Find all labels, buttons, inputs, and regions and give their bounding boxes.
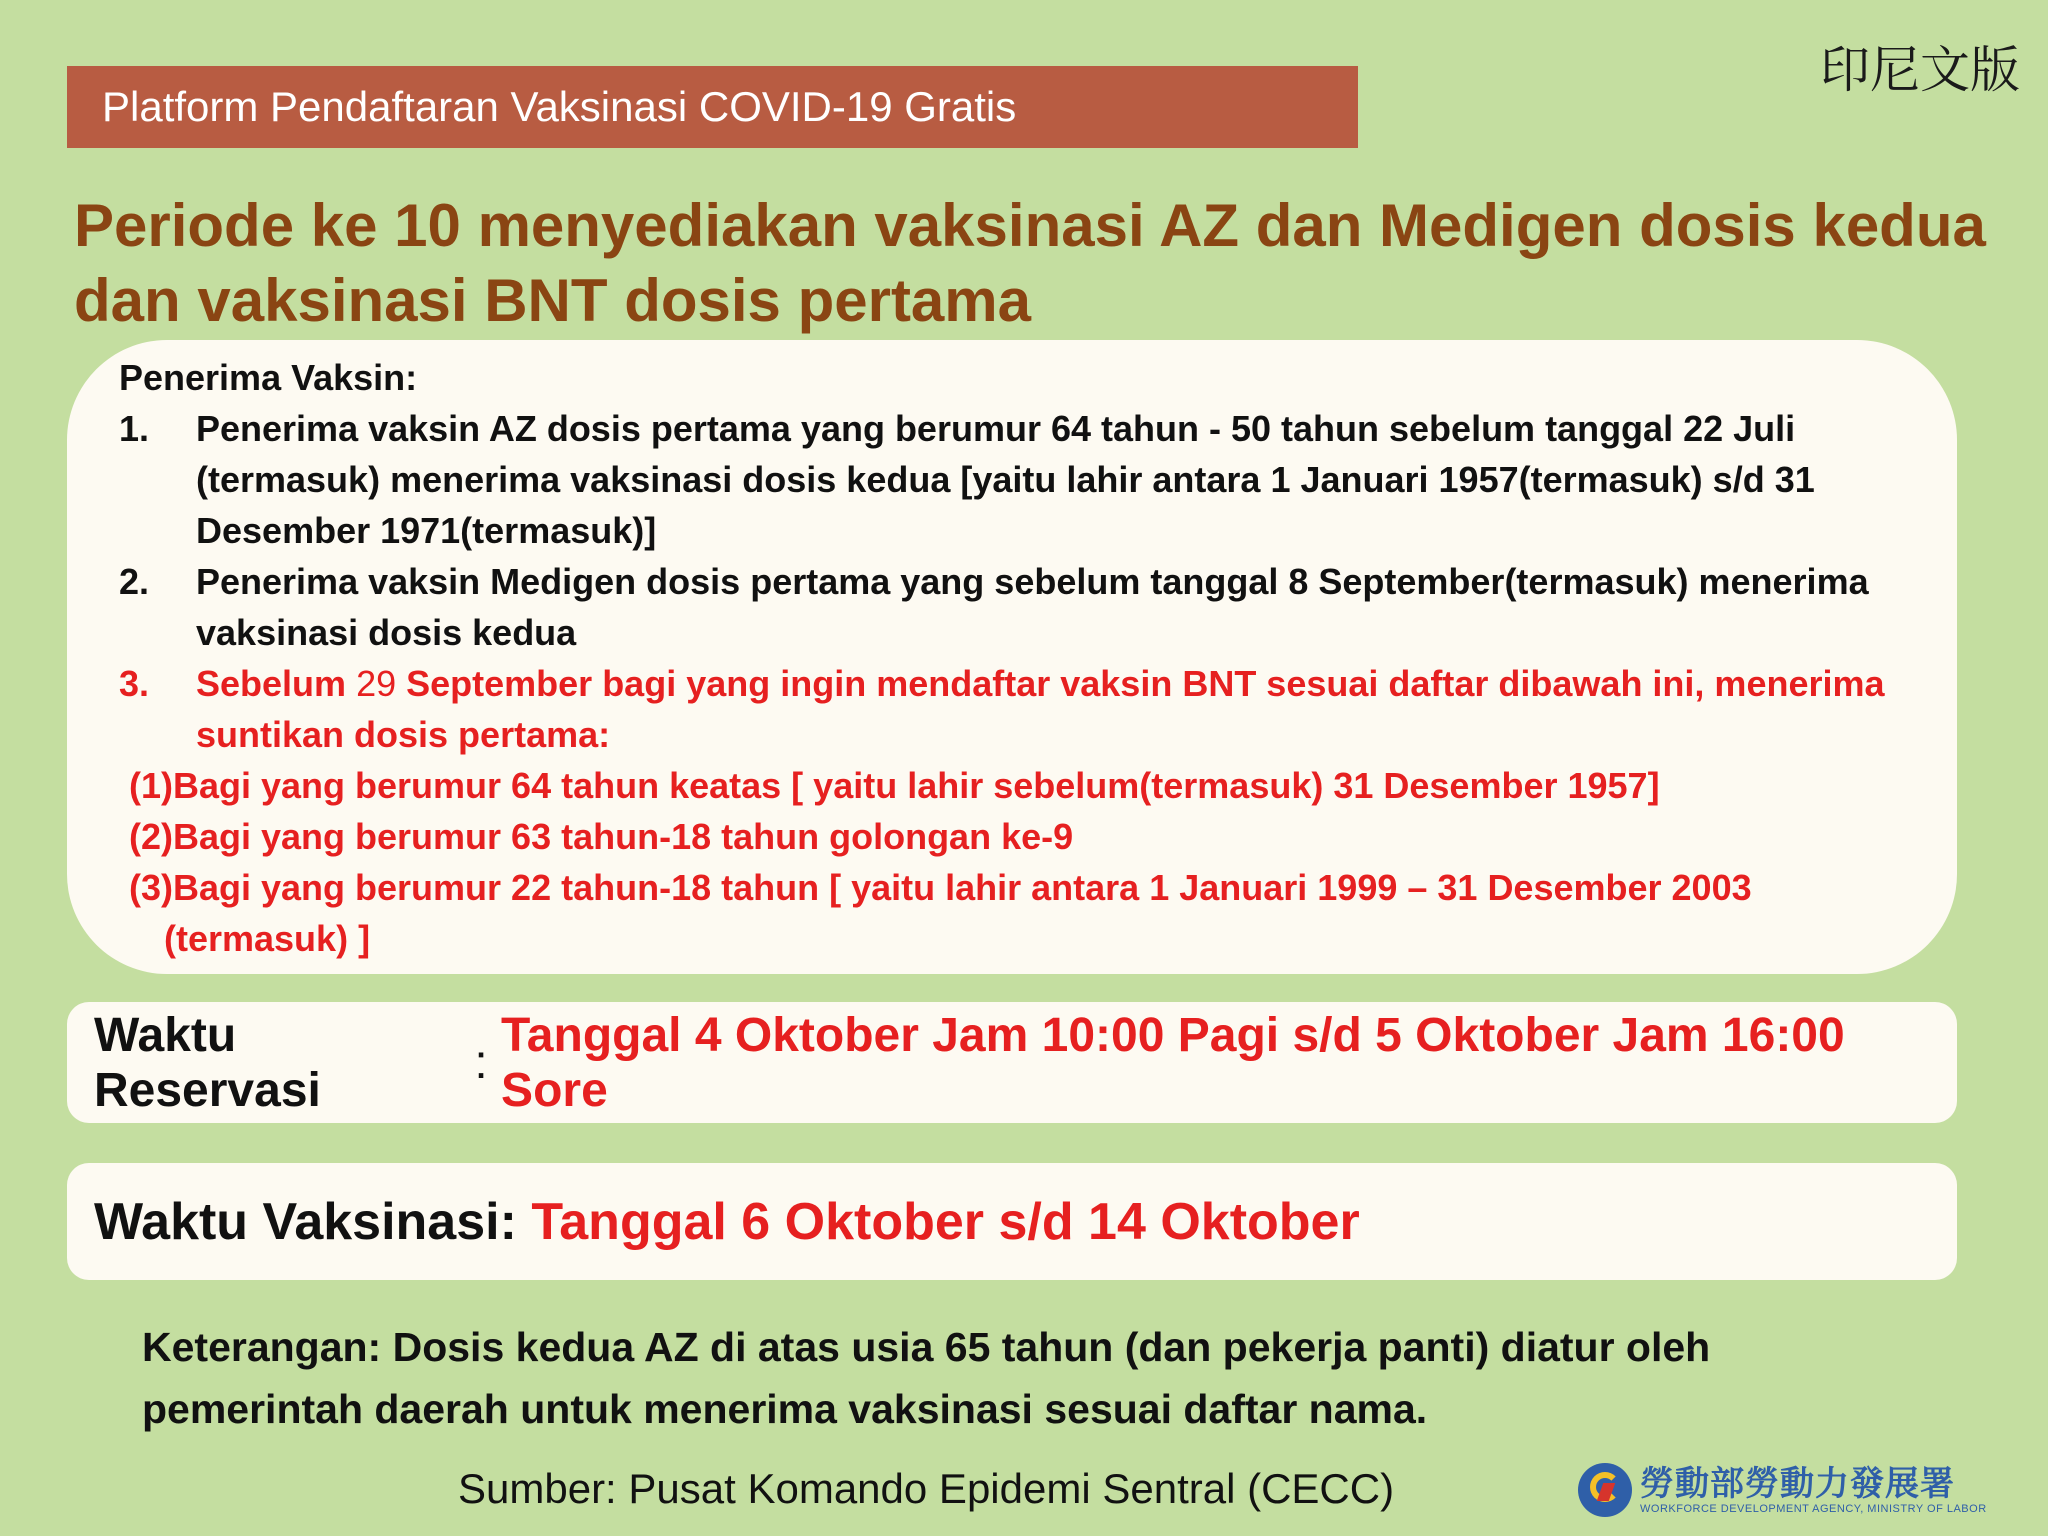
reservation-time-box xyxy=(67,1002,1957,1123)
sub-item: (2)Bagi yang berumur 63 tahun-18 tahun golongan ke-9 xyxy=(129,816,1074,857)
item-prefix: Sebelum xyxy=(196,663,347,704)
bnt-sublist xyxy=(119,760,1917,964)
note-text: Keterangan: Dosis kedua AZ di atas usia 65 tahun (dan pekerja panti) diatur oleh pemerintah daerah untuk menerima vaksinasi sesuai daftar nama. xyxy=(142,1324,1711,1432)
reservation-label: Waktu Reservasi xyxy=(94,1008,321,1117)
item-number: 1. xyxy=(119,408,150,449)
item-text: Penerima vaksin AZ dosis pertama yang berumur 64 tahun - 50 tahun sebelum tanggal 22 Juli (termasuk) menerima vaksinasi dosis kedua [yaitu lahir antara 1 Januari 1957(termasuk) s/d 31 Desember 1971(termasuk)] xyxy=(196,408,1815,551)
recipients-panel xyxy=(67,340,1957,974)
source-text: Sumber: Pusat Komando Epidemi Sentral (CECC) xyxy=(458,1465,1395,1512)
list-item-bnt xyxy=(119,658,1917,760)
header-bar xyxy=(67,66,1358,148)
recipients-label: Penerima Vaksin: xyxy=(119,357,418,398)
main-title: Periode ke 10 menyediakan vaksinasi AZ dan Medigen dosis kedua dan vaksinasi BNT dosis pertama xyxy=(74,192,1986,334)
sub-item: (3)Bagi yang berumur 22 tahun-18 tahun [ yaitu lahir antara 1 Januari 1999 – 31 Desember 2003 (termasuk) ] xyxy=(129,867,1752,959)
list-item xyxy=(119,403,1917,556)
item-number: 2. xyxy=(119,561,150,602)
item-day: 29 xyxy=(356,663,397,704)
item-number: 3. xyxy=(119,663,150,704)
agency-name-cn: 勞動部勞動力發展署 xyxy=(1640,1464,1955,1504)
agency-name-en: WORKFORCE DEVELOPMENT AGENCY, MINISTRY OF LABOR xyxy=(1640,1503,1987,1515)
list-item xyxy=(119,556,1917,658)
vaccination-time-box xyxy=(67,1163,1957,1280)
vaccination-value: Tanggal 6 Oktober s/d 14 Oktober xyxy=(531,1192,1360,1251)
item-text: Penerima vaksin Medigen dosis pertama yang sebelum tanggal 8 September(termasuk) menerima vaksinasi dosis kedua xyxy=(196,561,1869,653)
language-tag: 印尼文版 xyxy=(1820,41,2020,99)
agency-logo-text xyxy=(1640,1465,1987,1515)
agency-logo-icon xyxy=(1578,1463,1632,1517)
item-rest: September bagi yang ingin mendaftar vaksin BNT sesuai daftar dibawah ini, menerima suntikan dosis pertama: xyxy=(196,663,1885,755)
reservation-sep: : xyxy=(474,1036,502,1089)
item-text xyxy=(196,658,1917,760)
reservation-value: Tanggal 4 Oktober Jam 10:00 Pagi s/d 5 Oktober Jam 16:00 Sore xyxy=(501,1008,1845,1117)
recipients-list xyxy=(119,403,1917,760)
sub-item: (1)Bagi yang berumur 64 tahun keatas [ yaitu lahir sebelum(termasuk) 31 Desember 1957] xyxy=(129,765,1660,806)
vaccination-label: Waktu Vaksinasi: xyxy=(94,1192,532,1251)
agency-logo xyxy=(1578,1463,1987,1517)
header-title: Platform Pendaftaran Vaksinasi COVID-19 Gratis xyxy=(102,83,1017,130)
